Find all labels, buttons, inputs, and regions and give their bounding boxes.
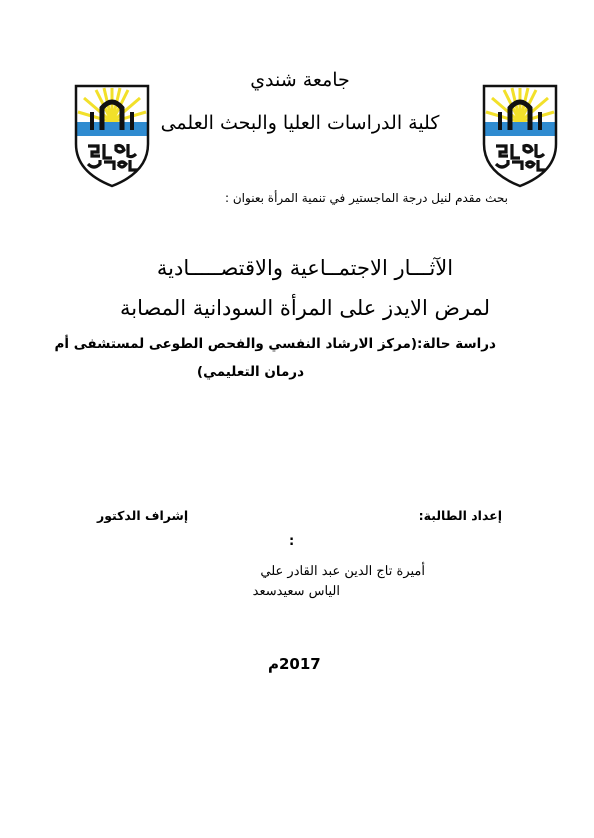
publication-year: 2017م xyxy=(268,655,321,673)
case-study-line-1: دراسة حالة:(مركز الارشاد النفسي والفحص الطوعى لمستشفى أم xyxy=(54,336,496,352)
shendi-emblem-icon xyxy=(74,84,150,188)
college-name: كلية الدراسات العليا والبحث العلمى xyxy=(160,112,440,134)
colon-mark: : xyxy=(289,534,295,549)
case-study-line-2: درمان التعليمي) xyxy=(196,364,304,380)
thesis-title-line-1: الآثـــار الاجتمــاعية والاقتصـــــادية xyxy=(156,256,454,280)
student-name: أميرة تاج الدين عبد القادر علي xyxy=(260,564,425,579)
university-logo-left xyxy=(74,84,150,188)
university-logo-right xyxy=(482,84,558,188)
shendi-emblem-icon xyxy=(482,84,558,188)
thesis-intro: بحث مقدم لنيل درجة الماجستير في تنمية المرأة بعنوان : xyxy=(225,191,508,205)
thesis-title-line-2: لمرض الايدز على المرأة السودانية المصابة xyxy=(119,296,490,320)
prepared-by-label: إعداد الطالبة: xyxy=(418,508,502,523)
supervisor-name: الياس سعيدسعد xyxy=(252,584,340,599)
supervised-by-label: إشراف الدكتور xyxy=(97,508,189,523)
university-name: جامعة شندي xyxy=(250,69,350,91)
